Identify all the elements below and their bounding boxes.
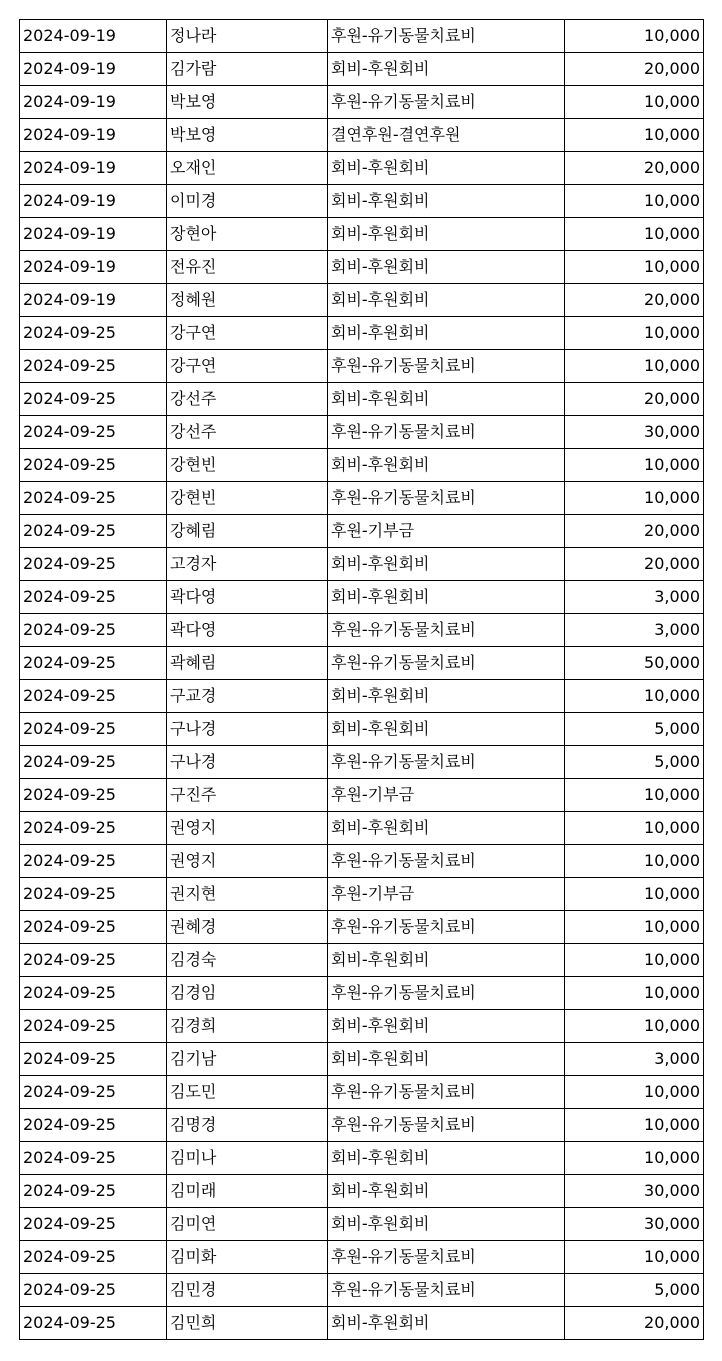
donor-name-cell: 김민경 xyxy=(167,1274,328,1307)
category-cell: 결연후원-결연후원 xyxy=(328,119,565,152)
donor-name-cell: 김도민 xyxy=(167,1076,328,1109)
table-row xyxy=(20,1307,704,1340)
table-row xyxy=(20,548,704,581)
donor-name-cell: 권혜경 xyxy=(167,911,328,944)
donor-name-cell: 박보영 xyxy=(167,86,328,119)
table-row xyxy=(20,647,704,680)
table-row xyxy=(20,449,704,482)
category-cell: 후원-유기동물치료비 xyxy=(328,647,565,680)
donor-name-cell: 곽혜림 xyxy=(167,647,328,680)
category-cell: 후원-기부금 xyxy=(328,779,565,812)
category-cell: 회비-후원회비 xyxy=(328,944,565,977)
date-cell: 2024-09-25 xyxy=(20,1241,167,1274)
amount-cell: 10,000 xyxy=(565,1076,704,1109)
amount-cell: 30,000 xyxy=(565,416,704,449)
donor-name-cell: 김명경 xyxy=(167,1109,328,1142)
table-row xyxy=(20,20,704,53)
table-row xyxy=(20,1142,704,1175)
date-cell: 2024-09-25 xyxy=(20,1307,167,1340)
category-cell: 회비-후원회비 xyxy=(328,1175,565,1208)
table-row xyxy=(20,284,704,317)
amount-cell: 10,000 xyxy=(565,812,704,845)
category-cell: 회비-후원회비 xyxy=(328,152,565,185)
amount-cell: 5,000 xyxy=(565,1274,704,1307)
amount-cell: 20,000 xyxy=(565,548,704,581)
donor-name-cell: 구진주 xyxy=(167,779,328,812)
category-cell: 회비-후원회비 xyxy=(328,383,565,416)
donor-name-cell: 장현아 xyxy=(167,218,328,251)
amount-cell: 10,000 xyxy=(565,218,704,251)
amount-cell: 30,000 xyxy=(565,1208,704,1241)
date-cell: 2024-09-19 xyxy=(20,86,167,119)
table-row xyxy=(20,1274,704,1307)
category-cell: 회비-후원회비 xyxy=(328,284,565,317)
date-cell: 2024-09-19 xyxy=(20,251,167,284)
category-cell: 후원-유기동물치료비 xyxy=(328,1076,565,1109)
date-cell: 2024-09-19 xyxy=(20,185,167,218)
date-cell: 2024-09-19 xyxy=(20,152,167,185)
category-cell: 회비-후원회비 xyxy=(328,713,565,746)
amount-cell: 10,000 xyxy=(565,20,704,53)
donor-name-cell: 정혜원 xyxy=(167,284,328,317)
category-cell: 후원-기부금 xyxy=(328,878,565,911)
category-cell: 회비-후원회비 xyxy=(328,251,565,284)
category-cell: 후원-유기동물치료비 xyxy=(328,845,565,878)
table-row xyxy=(20,515,704,548)
date-cell: 2024-09-25 xyxy=(20,944,167,977)
date-cell: 2024-09-25 xyxy=(20,1274,167,1307)
table-row xyxy=(20,53,704,86)
amount-cell: 20,000 xyxy=(565,284,704,317)
date-cell: 2024-09-25 xyxy=(20,779,167,812)
category-cell: 후원-유기동물치료비 xyxy=(328,86,565,119)
amount-cell: 10,000 xyxy=(565,1142,704,1175)
date-cell: 2024-09-25 xyxy=(20,647,167,680)
donor-name-cell: 김미나 xyxy=(167,1142,328,1175)
donor-name-cell: 박보영 xyxy=(167,119,328,152)
amount-cell: 3,000 xyxy=(565,614,704,647)
table-row xyxy=(20,218,704,251)
donor-name-cell: 강선주 xyxy=(167,383,328,416)
amount-cell: 3,000 xyxy=(565,581,704,614)
table-row xyxy=(20,1208,704,1241)
amount-cell: 10,000 xyxy=(565,1109,704,1142)
date-cell: 2024-09-25 xyxy=(20,449,167,482)
category-cell: 회비-후원회비 xyxy=(328,185,565,218)
category-cell: 후원-유기동물치료비 xyxy=(328,416,565,449)
amount-cell: 3,000 xyxy=(565,1043,704,1076)
amount-cell: 10,000 xyxy=(565,86,704,119)
category-cell: 회비-후원회비 xyxy=(328,812,565,845)
table-row xyxy=(20,746,704,779)
amount-cell: 10,000 xyxy=(565,1241,704,1274)
category-cell: 회비-후원회비 xyxy=(328,548,565,581)
category-cell: 후원-유기동물치료비 xyxy=(328,350,565,383)
category-cell: 후원-유기동물치료비 xyxy=(328,20,565,53)
donor-name-cell: 강혜림 xyxy=(167,515,328,548)
date-cell: 2024-09-25 xyxy=(20,1208,167,1241)
donor-name-cell: 권지현 xyxy=(167,878,328,911)
amount-cell: 10,000 xyxy=(565,350,704,383)
donor-name-cell: 고경자 xyxy=(167,548,328,581)
donor-name-cell: 구나경 xyxy=(167,746,328,779)
donor-name-cell: 김가람 xyxy=(167,53,328,86)
date-cell: 2024-09-25 xyxy=(20,911,167,944)
amount-cell: 10,000 xyxy=(565,449,704,482)
amount-cell: 10,000 xyxy=(565,845,704,878)
date-cell: 2024-09-25 xyxy=(20,977,167,1010)
amount-cell: 20,000 xyxy=(565,383,704,416)
donor-name-cell: 김경희 xyxy=(167,1010,328,1043)
category-cell: 후원-기부금 xyxy=(328,515,565,548)
donor-name-cell: 전유진 xyxy=(167,251,328,284)
donor-name-cell: 강구연 xyxy=(167,317,328,350)
donor-name-cell: 강현빈 xyxy=(167,449,328,482)
category-cell: 회비-후원회비 xyxy=(328,218,565,251)
amount-cell: 5,000 xyxy=(565,713,704,746)
donor-name-cell: 김기남 xyxy=(167,1043,328,1076)
date-cell: 2024-09-19 xyxy=(20,284,167,317)
table-row xyxy=(20,911,704,944)
amount-cell: 10,000 xyxy=(565,185,704,218)
date-cell: 2024-09-25 xyxy=(20,1076,167,1109)
table-row xyxy=(20,416,704,449)
table-row xyxy=(20,350,704,383)
category-cell: 후원-유기동물치료비 xyxy=(328,614,565,647)
date-cell: 2024-09-25 xyxy=(20,1142,167,1175)
date-cell: 2024-09-25 xyxy=(20,614,167,647)
date-cell: 2024-09-25 xyxy=(20,350,167,383)
table-row xyxy=(20,680,704,713)
category-cell: 후원-유기동물치료비 xyxy=(328,482,565,515)
category-cell: 회비-후원회비 xyxy=(328,680,565,713)
category-cell: 후원-유기동물치료비 xyxy=(328,746,565,779)
amount-cell: 20,000 xyxy=(565,152,704,185)
date-cell: 2024-09-25 xyxy=(20,878,167,911)
amount-cell: 20,000 xyxy=(565,515,704,548)
amount-cell: 10,000 xyxy=(565,251,704,284)
amount-cell: 10,000 xyxy=(565,977,704,1010)
date-cell: 2024-09-25 xyxy=(20,482,167,515)
donor-name-cell: 김미래 xyxy=(167,1175,328,1208)
table-row xyxy=(20,1043,704,1076)
donor-name-cell: 권영지 xyxy=(167,845,328,878)
donor-name-cell: 정나라 xyxy=(167,20,328,53)
donor-name-cell: 권영지 xyxy=(167,812,328,845)
table-row xyxy=(20,482,704,515)
table-row xyxy=(20,251,704,284)
category-cell: 회비-후원회비 xyxy=(328,1043,565,1076)
donor-name-cell: 김경숙 xyxy=(167,944,328,977)
date-cell: 2024-09-19 xyxy=(20,218,167,251)
table-row xyxy=(20,1241,704,1274)
table-row xyxy=(20,86,704,119)
category-cell: 회비-후원회비 xyxy=(328,1010,565,1043)
donor-name-cell: 김미연 xyxy=(167,1208,328,1241)
table-row xyxy=(20,152,704,185)
table-row xyxy=(20,1076,704,1109)
amount-cell: 50,000 xyxy=(565,647,704,680)
date-cell: 2024-09-25 xyxy=(20,680,167,713)
date-cell: 2024-09-19 xyxy=(20,119,167,152)
date-cell: 2024-09-25 xyxy=(20,1109,167,1142)
date-cell: 2024-09-19 xyxy=(20,20,167,53)
date-cell: 2024-09-25 xyxy=(20,746,167,779)
donor-name-cell: 강구연 xyxy=(167,350,328,383)
donor-name-cell: 오재인 xyxy=(167,152,328,185)
category-cell: 후원-유기동물치료비 xyxy=(328,977,565,1010)
date-cell: 2024-09-25 xyxy=(20,581,167,614)
category-cell: 회비-후원회비 xyxy=(328,1208,565,1241)
table-row xyxy=(20,812,704,845)
table-row xyxy=(20,779,704,812)
donor-name-cell: 구교경 xyxy=(167,680,328,713)
amount-cell: 10,000 xyxy=(565,119,704,152)
ledger-body xyxy=(20,20,704,1340)
table-row xyxy=(20,119,704,152)
category-cell: 회비-후원회비 xyxy=(328,1307,565,1340)
date-cell: 2024-09-19 xyxy=(20,53,167,86)
donor-name-cell: 곽다영 xyxy=(167,614,328,647)
donor-name-cell: 김미화 xyxy=(167,1241,328,1274)
table-row xyxy=(20,581,704,614)
table-row xyxy=(20,713,704,746)
category-cell: 회비-후원회비 xyxy=(328,1142,565,1175)
table-row xyxy=(20,944,704,977)
table-row xyxy=(20,878,704,911)
date-cell: 2024-09-25 xyxy=(20,383,167,416)
amount-cell: 10,000 xyxy=(565,680,704,713)
category-cell: 회비-후원회비 xyxy=(328,317,565,350)
date-cell: 2024-09-25 xyxy=(20,515,167,548)
amount-cell: 10,000 xyxy=(565,1010,704,1043)
amount-cell: 10,000 xyxy=(565,878,704,911)
category-cell: 후원-유기동물치료비 xyxy=(328,1274,565,1307)
donor-name-cell: 김경임 xyxy=(167,977,328,1010)
date-cell: 2024-09-25 xyxy=(20,1010,167,1043)
donor-name-cell: 김민희 xyxy=(167,1307,328,1340)
category-cell: 후원-유기동물치료비 xyxy=(328,1109,565,1142)
table-row xyxy=(20,383,704,416)
date-cell: 2024-09-25 xyxy=(20,1043,167,1076)
category-cell: 회비-후원회비 xyxy=(328,449,565,482)
table-row xyxy=(20,614,704,647)
donor-name-cell: 곽다영 xyxy=(167,581,328,614)
donation-ledger-sheet xyxy=(19,19,703,1340)
category-cell: 후원-유기동물치료비 xyxy=(328,911,565,944)
date-cell: 2024-09-25 xyxy=(20,812,167,845)
table-row xyxy=(20,1175,704,1208)
donor-name-cell: 강현빈 xyxy=(167,482,328,515)
amount-cell: 10,000 xyxy=(565,779,704,812)
table-row xyxy=(20,1109,704,1142)
amount-cell: 10,000 xyxy=(565,944,704,977)
date-cell: 2024-09-25 xyxy=(20,416,167,449)
donation-ledger-table xyxy=(19,19,704,1340)
amount-cell: 5,000 xyxy=(565,746,704,779)
date-cell: 2024-09-25 xyxy=(20,1175,167,1208)
category-cell: 회비-후원회비 xyxy=(328,581,565,614)
amount-cell: 10,000 xyxy=(565,317,704,350)
amount-cell: 30,000 xyxy=(565,1175,704,1208)
table-row xyxy=(20,845,704,878)
amount-cell: 10,000 xyxy=(565,482,704,515)
date-cell: 2024-09-25 xyxy=(20,713,167,746)
amount-cell: 20,000 xyxy=(565,1307,704,1340)
amount-cell: 20,000 xyxy=(565,53,704,86)
date-cell: 2024-09-25 xyxy=(20,845,167,878)
category-cell: 후원-유기동물치료비 xyxy=(328,1241,565,1274)
category-cell: 회비-후원회비 xyxy=(328,53,565,86)
donor-name-cell: 이미경 xyxy=(167,185,328,218)
donor-name-cell: 강선주 xyxy=(167,416,328,449)
amount-cell: 10,000 xyxy=(565,911,704,944)
date-cell: 2024-09-25 xyxy=(20,317,167,350)
table-row xyxy=(20,317,704,350)
date-cell: 2024-09-25 xyxy=(20,548,167,581)
donor-name-cell: 구나경 xyxy=(167,713,328,746)
table-row xyxy=(20,977,704,1010)
table-row xyxy=(20,1010,704,1043)
table-row xyxy=(20,185,704,218)
